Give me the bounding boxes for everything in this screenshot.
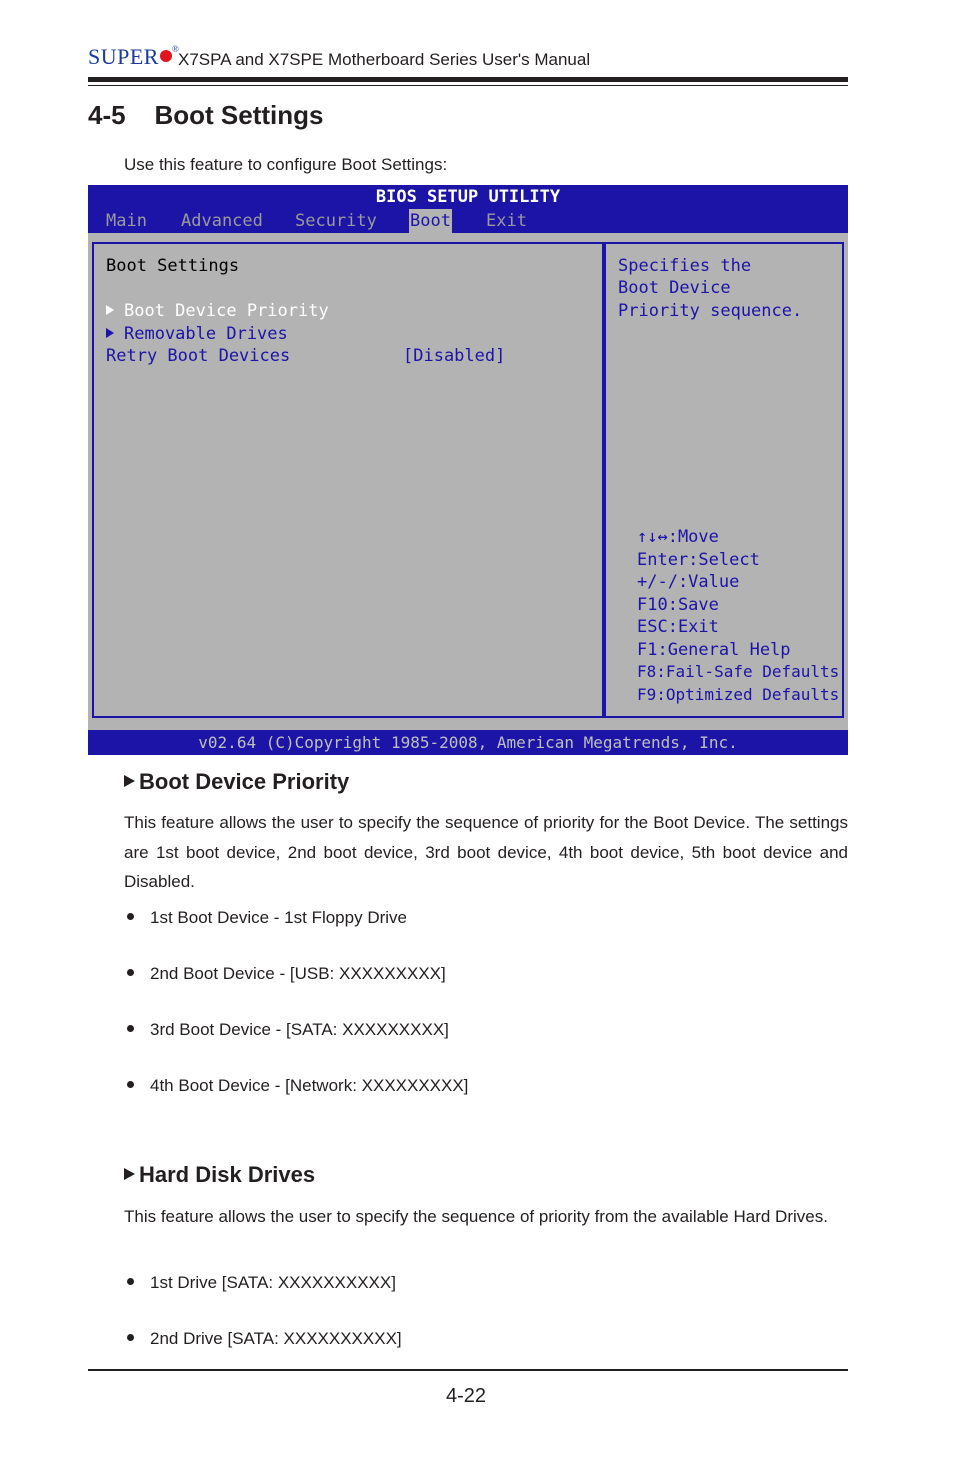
brand-name: SUPER [88,44,159,69]
bios-item-boot-device-priority[interactable]: Boot Device Priority [106,300,329,322]
bios-key-value: +/-/:Value [637,572,740,592]
list-item: 1st Drive [SATA: XXXXXXXXXX] [124,1273,396,1293]
bullet-icon [127,913,134,920]
list-item: 4th Boot Device - [Network: XXXXXXXXX] [124,1076,468,1096]
bios-key-move: ↑↓↔:Move [637,527,719,547]
brand-dot-icon [160,50,172,62]
bullet-icon [127,1278,134,1285]
hard-disk-drives-heading: Hard Disk Drives [124,1162,315,1188]
footer-rule [88,1369,848,1371]
bullet-icon [127,1081,134,1088]
bios-help-line: Specifies the [618,256,752,276]
boot-device-priority-heading: Boot Device Priority [124,769,349,795]
bios-key-save: F10:Save [637,595,719,615]
list-item: 2nd Drive [SATA: XXXXXXXXXX] [124,1329,402,1349]
bios-key-optimized: F9:Optimized Defaults [637,685,840,704]
bios-tab-advanced[interactable]: Advanced [181,211,263,231]
list-item: 3rd Boot Device - [SATA: XXXXXXXXX] [124,1020,449,1040]
list-item: 2nd Boot Device - [USB: XXXXXXXXX] [124,964,446,984]
bios-title: BIOS SETUP UTILITY [88,185,848,209]
brand-logo [88,44,179,70]
bios-help-panel [604,242,844,718]
bios-tab-exit[interactable]: Exit [486,211,527,231]
page-number: 4-22 [446,1385,487,1407]
bullet-icon [127,1025,134,1032]
hard-disk-drives-description: This feature allows the user to specify the sequence of priority from the available Hard Drives. [124,1207,828,1226]
submenu-arrow-icon [106,305,114,315]
list-item: 1st Boot Device - 1st Floppy Drive [124,908,407,928]
bios-copyright: v02.64 (C)Copyright 1985-2008, American Megatrends, Inc. [88,730,848,755]
brand-registered-mark: ® [171,44,180,54]
section-arrow-icon [124,1168,135,1180]
bios-tab-main[interactable]: Main [106,211,147,231]
bios-key-failsafe: F8:Fail-Safe Defaults [637,662,840,681]
bios-help-line: Boot Device [618,278,731,298]
bios-key-select: Enter:Select [637,550,760,570]
bios-item-retry-boot-devices[interactable]: Retry Boot Devices [106,346,291,366]
bios-menubar [88,209,848,233]
bios-tab-boot[interactable]: Boot [410,211,451,231]
bios-item-retry-boot-devices-value[interactable]: [Disabled] [403,346,506,366]
bios-screen [88,185,848,755]
bios-panel-heading: Boot Settings [106,256,240,276]
bios-item-removable-drives[interactable]: Removable Drives [106,323,288,345]
bios-key-help: F1:General Help [637,640,791,660]
submenu-arrow-icon [106,328,114,338]
section-intro: Use this feature to configure Boot Settings: [124,155,448,174]
bullet-icon [127,1334,134,1341]
bullet-icon [127,969,134,976]
header-rule-thin [88,85,848,86]
bios-tab-security[interactable]: Security [295,211,377,231]
manual-title: X7SPA and X7SPE Motherboard Series User's Manual [178,50,591,69]
bios-key-exit: ESC:Exit [637,617,719,637]
boot-device-priority-description: This feature allows the user to specify the sequence of priority for the Boot Device. The settings are 1st boot device, 2nd boot device, 3rd boot device, 4th boot device, 5th boot device and Disabled. [124,813,848,891]
bios-settings-panel [92,242,604,718]
section-arrow-icon [124,775,135,787]
section-title: 4-5 Boot Settings [88,100,324,130]
bios-help-line: Priority sequence. [618,301,803,321]
header-rule [88,77,848,82]
